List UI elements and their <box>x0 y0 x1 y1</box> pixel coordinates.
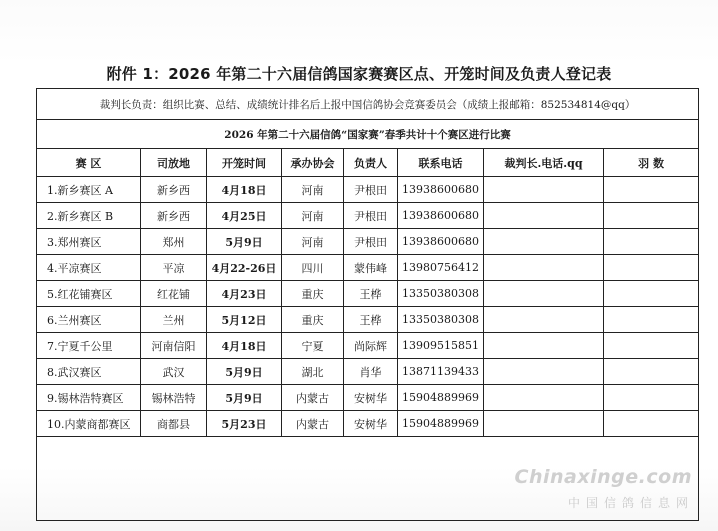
cell-bird-count <box>604 333 699 359</box>
header-referee-contact: 裁判长.电话.qq <box>484 149 604 177</box>
table-row <box>37 281 699 307</box>
header-release-site: 司放地 <box>141 149 207 177</box>
header-region: 赛 区 <box>37 149 141 177</box>
cell-release-time: 4月25日 <box>207 203 282 229</box>
cell-region: 10.内蒙商都赛区 <box>37 411 141 437</box>
cell-release-time: 5月9日 <box>207 229 282 255</box>
cell-referee-contact <box>484 281 604 307</box>
cell-release-site: 新乡西 <box>141 177 207 203</box>
cell-release-site: 新乡西 <box>141 203 207 229</box>
cell-bird-count <box>604 281 699 307</box>
cell-person-in-charge: 尹根田 <box>344 177 398 203</box>
cell-release-site: 商都县 <box>141 411 207 437</box>
cell-release-time: 4月22-26日 <box>207 255 282 281</box>
cell-region: 1.新乡赛区 A <box>37 177 141 203</box>
cell-region: 5.红花铺赛区 <box>37 281 141 307</box>
table-row <box>37 203 699 229</box>
header-bird-count: 羽 数 <box>604 149 699 177</box>
header-phone: 联系电话 <box>398 149 484 177</box>
cell-person-in-charge: 王桦 <box>344 281 398 307</box>
header-release-time: 开笼时间 <box>207 149 282 177</box>
cell-referee-contact <box>484 411 604 437</box>
cell-phone: 13350380308 <box>398 307 484 333</box>
referee-note: 裁判长负责：组织比赛、总结、成绩统计排名后上报中国信鸽协会竞赛委员会（成绩上报邮箱：852534814@qq） <box>37 89 699 120</box>
cell-phone: 13938600680 <box>398 203 484 229</box>
cell-release-site: 锡林浩特 <box>141 385 207 411</box>
cell-release-time: 4月18日 <box>207 177 282 203</box>
cell-host-association: 宁夏 <box>282 333 344 359</box>
cell-bird-count <box>604 255 699 281</box>
cell-region: 6.兰州赛区 <box>37 307 141 333</box>
cell-referee-contact <box>484 333 604 359</box>
cell-host-association: 河南 <box>282 177 344 203</box>
cell-person-in-charge: 肖华 <box>344 359 398 385</box>
cell-referee-contact <box>484 385 604 411</box>
table-row <box>37 333 699 359</box>
registration-table <box>36 88 699 521</box>
cell-release-time: 4月23日 <box>207 281 282 307</box>
cell-referee-contact <box>484 203 604 229</box>
table-row <box>37 229 699 255</box>
site-watermark-cn: 中国信鸽信息网 <box>567 496 694 510</box>
cell-host-association: 四川 <box>282 255 344 281</box>
cell-bird-count <box>604 307 699 333</box>
cell-referee-contact <box>484 177 604 203</box>
cell-referee-contact <box>484 229 604 255</box>
cell-person-in-charge: 安树华 <box>344 411 398 437</box>
cell-region: 2.新乡赛区 B <box>37 203 141 229</box>
cell-referee-contact <box>484 307 604 333</box>
cell-release-site: 武汉 <box>141 359 207 385</box>
cell-release-site: 红花铺 <box>141 281 207 307</box>
cell-phone: 13909515851 <box>398 333 484 359</box>
cell-person-in-charge: 蒙伟峰 <box>344 255 398 281</box>
cell-person-in-charge: 王桦 <box>344 307 398 333</box>
cell-release-site: 兰州 <box>141 307 207 333</box>
cell-region: 9.锡林浩特赛区 <box>37 385 141 411</box>
cell-host-association: 湖北 <box>282 359 344 385</box>
cell-release-time: 5月9日 <box>207 385 282 411</box>
cell-referee-contact <box>484 359 604 385</box>
cell-release-site: 河南信阳 <box>141 333 207 359</box>
cell-region: 4.平凉赛区 <box>37 255 141 281</box>
cell-host-association: 河南 <box>282 203 344 229</box>
site-watermark-logo: Chinaxinge.com <box>514 466 692 488</box>
cell-release-time: 5月12日 <box>207 307 282 333</box>
table-header-row <box>37 149 699 177</box>
cell-phone: 13980756412 <box>398 255 484 281</box>
cell-bird-count <box>604 411 699 437</box>
cell-phone: 13938600680 <box>398 177 484 203</box>
header-person-in-charge: 负责人 <box>344 149 398 177</box>
cell-referee-contact <box>484 255 604 281</box>
cell-person-in-charge: 安树华 <box>344 385 398 411</box>
cell-bird-count <box>604 203 699 229</box>
table-row <box>37 255 699 281</box>
cell-person-in-charge: 尹根田 <box>344 229 398 255</box>
cell-phone: 13938600680 <box>398 229 484 255</box>
cell-release-site: 郑州 <box>141 229 207 255</box>
cell-phone: 13871139433 <box>398 359 484 385</box>
cell-bird-count <box>604 229 699 255</box>
cell-region: 3.郑州赛区 <box>37 229 141 255</box>
cell-host-association: 内蒙古 <box>282 411 344 437</box>
document-title: 附件 1：2026 年第二十六届信鸽国家赛赛区点、开笼时间及负责人登记表 <box>106 65 612 83</box>
cell-region: 7.宁夏千公里 <box>37 333 141 359</box>
cell-person-in-charge: 尹根田 <box>344 203 398 229</box>
cell-release-site: 平凉 <box>141 255 207 281</box>
table-row <box>37 177 699 203</box>
cell-bird-count <box>604 359 699 385</box>
cell-release-time: 5月23日 <box>207 411 282 437</box>
cell-person-in-charge: 尚际辉 <box>344 333 398 359</box>
table-row <box>37 307 699 333</box>
table-subtitle: 2026 年第二十六届信鸽“国家赛”春季共计十个赛区进行比赛 <box>37 120 699 149</box>
cell-host-association: 内蒙古 <box>282 385 344 411</box>
table-row <box>37 359 699 385</box>
cell-phone: 15904889969 <box>398 385 484 411</box>
header-host-association: 承办协会 <box>282 149 344 177</box>
cell-host-association: 重庆 <box>282 281 344 307</box>
table-row <box>37 411 699 437</box>
cell-release-time: 4月18日 <box>207 333 282 359</box>
cell-phone: 15904889969 <box>398 411 484 437</box>
table-row <box>37 385 699 411</box>
cell-bird-count <box>604 177 699 203</box>
cell-phone: 13350380308 <box>398 281 484 307</box>
cell-release-time: 5月9日 <box>207 359 282 385</box>
cell-host-association: 重庆 <box>282 307 344 333</box>
cell-host-association: 河南 <box>282 229 344 255</box>
cell-region: 8.武汉赛区 <box>37 359 141 385</box>
cell-bird-count <box>604 385 699 411</box>
